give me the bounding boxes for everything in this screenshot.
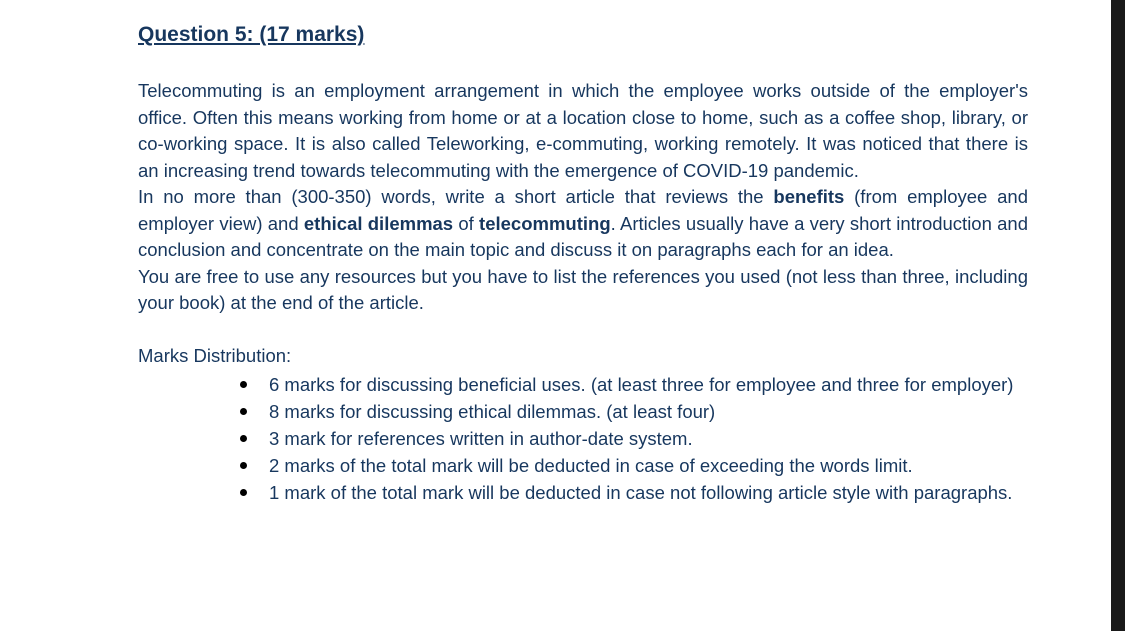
spacer bbox=[138, 317, 1028, 343]
bullet-icon bbox=[238, 452, 248, 479]
marks-item-text: 6 marks for discussing beneficial uses. (at least three for employee and three for employer) bbox=[269, 374, 1014, 395]
ethical-dilemmas-keyword: ethical dilemmas bbox=[303, 212, 454, 234]
marks-item-text: 3 mark for references written in author-date system. bbox=[269, 428, 693, 449]
task-text-part: (from employee and employer view) and bbox=[138, 186, 1028, 234]
bullet-icon bbox=[238, 425, 248, 452]
marks-item-text: 2 marks of the total mark will be deducted in case of exceeding the words limit. bbox=[269, 455, 913, 476]
telecommuting-keyword: telecommuting bbox=[479, 212, 611, 234]
marks-list-item bbox=[238, 452, 1028, 479]
marks-list-item bbox=[238, 398, 1028, 425]
marks-distribution-title: Marks Distribution: bbox=[138, 344, 292, 366]
document-content bbox=[138, 20, 1028, 506]
references-paragraph: You are free to use any resources but you have to list the references you used (not less than three, including your book) at the end of the article. bbox=[138, 265, 1028, 313]
task-text-part: . Articles usually have a very short introduction and conclusion and concentrate on the main topic and discuss it on paragraphs each for an idea. bbox=[138, 212, 1029, 260]
task-paragraph bbox=[138, 184, 1028, 264]
intro-paragraph: Telecommuting is an employment arrangement in which the employee works outside of the employer's office. Often this means working from home or at a location close to home, such as a coffee shop, library, or co-working space. It is also called Teleworking, e-commuting, working remotely. It was noticed that there is an increasing trend towards telecommuting with the emergence of COVID-19 pandemic. bbox=[138, 80, 1028, 181]
page-edge-shadow bbox=[1111, 0, 1125, 631]
bullet-icon bbox=[238, 398, 248, 425]
bullet-icon bbox=[238, 479, 248, 506]
question-heading: Question 5: (17 marks) bbox=[138, 23, 365, 46]
marks-item-text: 1 mark of the total mark will be deducted in case not following article style with paragraphs. bbox=[269, 482, 1013, 503]
marks-list-item bbox=[238, 479, 1028, 506]
benefits-keyword: benefits bbox=[773, 186, 845, 207]
marks-item-text: 8 marks for discussing ethical dilemmas. (at least four) bbox=[269, 401, 716, 422]
bullet-icon bbox=[238, 371, 248, 398]
task-text-part: In no more than (300-350) words, write a short article that reviews the bbox=[138, 186, 774, 207]
marks-list bbox=[138, 371, 1028, 506]
task-text-part: of bbox=[453, 212, 480, 234]
marks-list-item bbox=[238, 425, 1028, 452]
marks-list-item bbox=[238, 371, 1028, 398]
